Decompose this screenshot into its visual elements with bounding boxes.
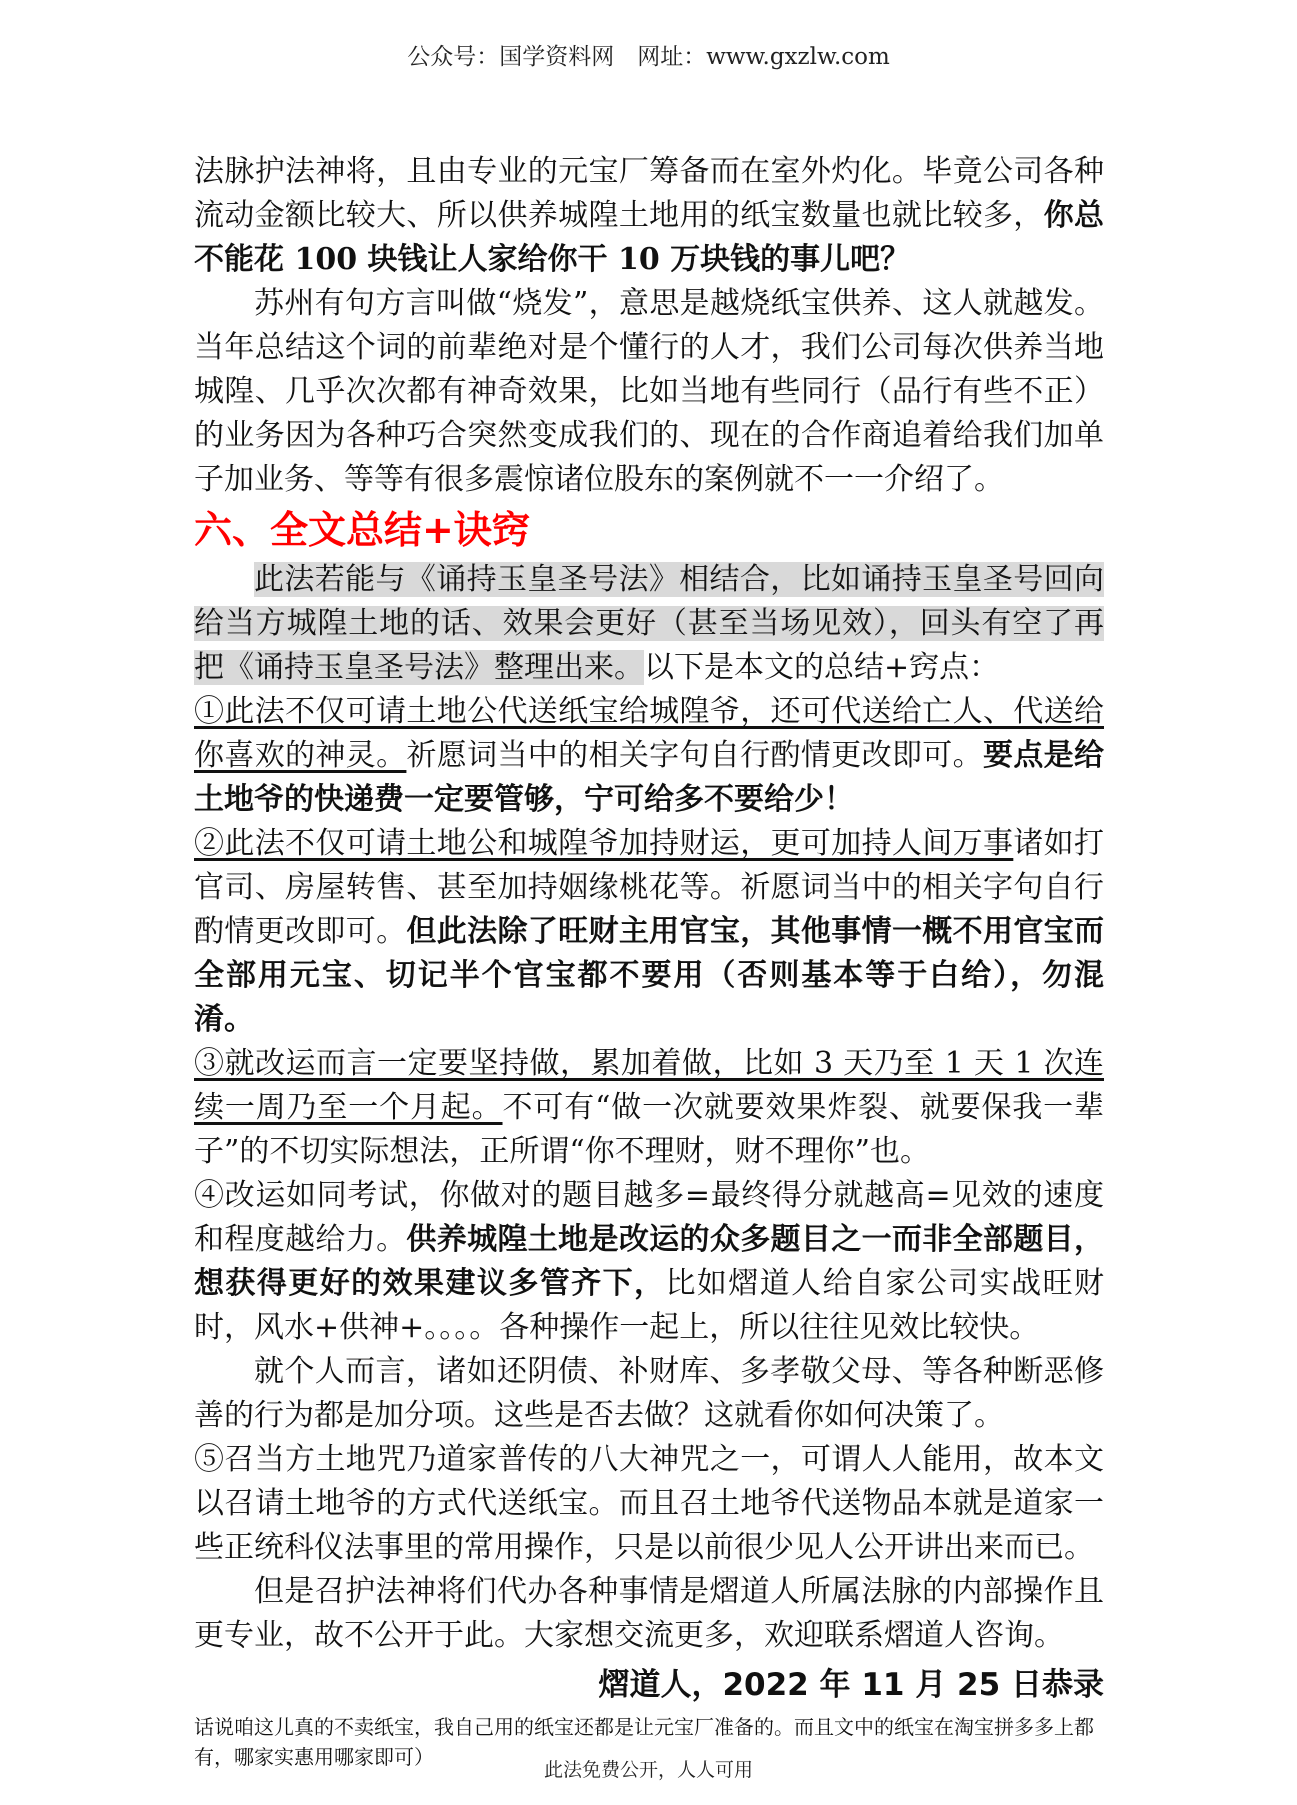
summary-item-3-underlined: ③就改运而言一定要坚持做，累加着做，比如 3 天乃至 1 天 1 次连续一周乃至一个月起。 (194, 1046, 1104, 1125)
page-header: 公众号：国学资料网 网址：www.gxzlw.com (407, 44, 890, 70)
summary-item-1-underlined: ①此法不仅可请土地公代送纸宝给城隍爷，还可代送给亡人、代送给你喜欢的神灵。 (194, 694, 1104, 773)
paragraph-2 (194, 282, 1104, 502)
paragraph-1 (194, 150, 1104, 282)
footnote: 话说咱这儿真的不卖纸宝，我自己用的纸宝还都是让元宝厂准备的。而且文中的纸宝在淘宝拼多多上都有，哪家实惠用哪家即可） (194, 1715, 1094, 1769)
document-body (194, 150, 1104, 1772)
paragraph-3 (194, 558, 1104, 690)
summary-item-2-underlined: ②此法不仅可请土地公和城隍爷加持财运，更可加持人间万事 (194, 826, 1014, 861)
summary-item-1-text: 祈愿词当中的相关字句自行酌情更改即可。 (406, 738, 983, 773)
summary-item-5-text: ⑤召当方土地咒乃道家普传的八大神咒之一，可谓人人能用，故本文以召请土地爷的方式代送纸宝。而且召土地爷代送物品本就是道家一些正统科仪法事里的常用操作，只是以前很少见人公开讲出来而已。 (194, 1442, 1104, 1565)
paragraph-1-bold: 你总不能花 100 块钱让人家给你干 10 万块钱的事儿吧？ (194, 198, 1105, 277)
paragraph-3-text: 以下是本文的总结+窍点： (644, 650, 1000, 685)
summary-item-2-bold: 但此法除了旺财主用官宝，其他事情一概不用官宝而全部用元宝、切记半个官宝都不要用（否则基本等于白给），勿混淆。 (194, 914, 1105, 1037)
summary-item-3 (194, 1042, 1104, 1174)
summary-item-1 (194, 690, 1104, 822)
summary-item-2-text: 诸如打官司、房屋转售、甚至加持姻缘桃花等。祈愿词当中的相关字句自行酌情更改即可。 (194, 826, 1105, 949)
paragraph-5-text: 但是召护法神将们代办各种事情是熠道人所属法脉的内部操作且更专业，故不公开于此。大家想交流更多，欢迎联系熠道人咨询。 (194, 1574, 1104, 1653)
summary-item-3-text: 不可有“做一次就要效果炸裂、就要保我一辈子”的不切实际想法，正所谓“你不理财，财不理你”也。 (194, 1090, 1105, 1169)
summary-item-4-text: ④改运如同考试，你做对的题目越多=最终得分就越高=见效的速度和程度越给力。 (194, 1178, 1104, 1257)
page-footer: 此法免费公开，人人可用 (543, 1759, 753, 1781)
paragraph-4 (194, 1350, 1104, 1438)
paragraph-5 (194, 1570, 1104, 1658)
signature-line: 熠道人，2022 年 11 月 25 日恭录 (598, 1667, 1104, 1703)
paragraph-2-text: 苏州有句方言叫做“烧发”，意思是越烧纸宝供养、这人就越发。当年总结这个词的前辈绝对是个懂行的人才，我们公司每次供养当地城隍、几乎次次都有神奇效果，比如当地有些同行（品行有些不正）的业务因为各种巧合突然变成我们的、现在的合作商追着给我们加单子加业务、等等有很多震惊诸位股东的案例就不一一介绍了。 (194, 286, 1104, 497)
summary-item-5 (194, 1438, 1104, 1570)
summary-item-4-text-2: 比如熠道人给自家公司实战旺财时，风水+供神+。。。。各种操作一起上，所以往往见效比较快。 (194, 1266, 1105, 1345)
summary-item-1-bold: 要点是给土地爷的快递费一定要管够，宁可给多不要给少！ (194, 738, 1105, 817)
summary-item-4-bold: 供养城隍土地是改运的众多题目之一而非全部题目，想获得更好的效果建议多管齐下， (194, 1222, 1105, 1301)
summary-item-4 (194, 1174, 1104, 1350)
summary-item-2 (194, 822, 1104, 1042)
paragraph-1-text: 法脉护法神将，且由专业的元宝厂筹备而在室外灼化。毕竟公司各种流动金额比较大、所以供养城隍土地用的纸宝数量也就比较多， (194, 154, 1104, 233)
paragraph-3-highlight: 此法若能与《诵持玉皇圣号法》相结合，比如诵持玉皇圣号回向给当方城隍土地的话、效果会更好（甚至当场见效），回头有空了再把《诵持玉皇圣号法》整理出来。 (194, 562, 1104, 685)
paragraph-4-text: 就个人而言，诸如还阴债、补财库、多孝敬父母、等各种断恶修善的行为都是加分项。这些是否去做？这就看你如何决策了。 (194, 1354, 1104, 1433)
section-6-title: 六、全文总结+诀窍 (194, 508, 530, 552)
